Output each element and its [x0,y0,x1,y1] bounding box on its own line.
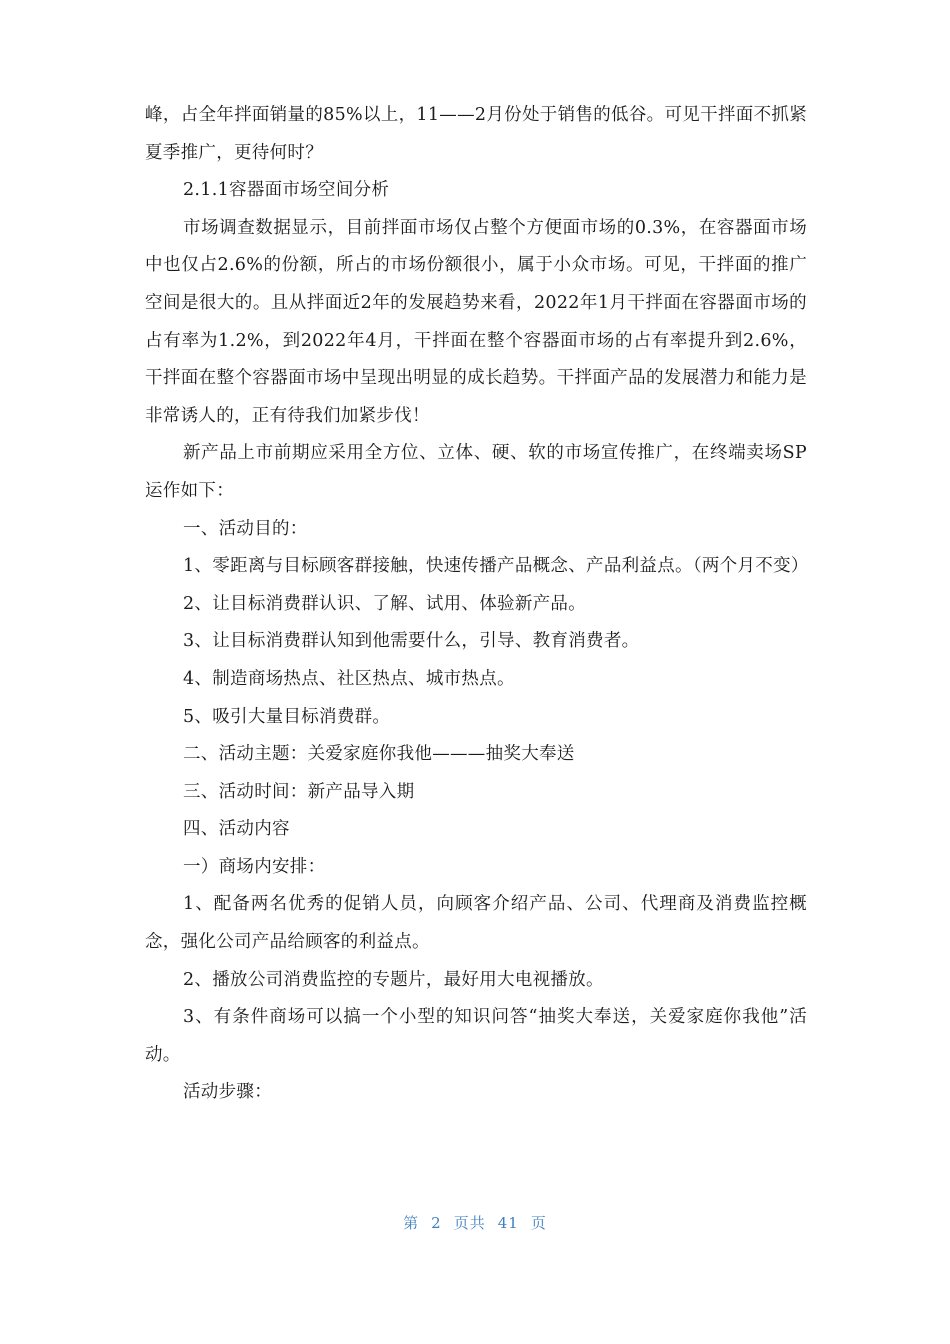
list-item: 1、配备两名优秀的促销人员，向顾客介绍产品、公司、代理商及消费监控概念，强化公司产品给顾客的利益点。 [145,894,807,953]
section-heading: 三、活动时间：新产品导入期 [183,781,415,802]
list-item: 2、让目标消费群认识、了解、试用、体验新产品。 [183,593,587,614]
section-heading: 2.1.1容器面市场空间分析 [183,180,390,201]
footer-suffix: 页 [530,1214,547,1232]
list-item: 5、吸引大量目标消费群。 [183,706,391,727]
list-item: 1、零距离与目标顾客群接触，快速传播产品概念、产品利益点。（两个月不变） [183,556,809,577]
paragraph: 新产品上市前期应采用全方位、立体、硬、软的市场宣传推广，在终端卖场SP运作如下： [145,443,807,501]
list-item: 4、制造商场热点、社区热点、城市热点。 [183,668,515,689]
subsection-heading: 一）商场内安排： [183,856,326,877]
section-heading: 四、活动内容 [183,819,290,840]
document-body [145,97,807,1112]
section-heading: 一、活动目的： [183,518,308,539]
list-item: 2、播放公司消费监控的专题片，最好用大电视播放。 [183,969,604,990]
footer-total-pages: 41 [497,1214,519,1232]
paragraph: 市场调查数据显示，目前拌面市场仅占整个方便面市场的0.3%，在容器面市场中也仅占2.6%的份额，所占的市场份额很小，属于小众市场。可见，干拌面的推广空间是很大的。且从拌面近2年的发展趋势来看，2022年1月干拌面在容器面市场的占有率为1.2%，到2022年4月，干拌面在整个容器面市场的占有率提升到2.6%，干拌面在整个容器面市场中呈现出明显的成长趋势。干拌面产品的发展潜力和能力是非常诱人的，正有待我们加紧步伐！ [145,217,807,426]
footer-middle: 页共 [453,1214,486,1232]
section-heading: 二、活动主题：关爱家庭你我他———抽奖大奉送 [183,744,575,765]
footer-prefix: 第 [403,1214,420,1232]
list-item: 3、让目标消费群认知到他需要什么，引导、教育消费者。 [183,631,640,652]
list-item: 3、有条件商场可以搞一个小型的知识问答“抽奖大奉送，关爱家庭你我他”活动。 [145,1007,807,1065]
paragraph: 峰，占全年拌面销量的85%以上，11——2月份处于销售的低谷。可见干拌面不抓紧夏季推广，更待何时？ [145,105,807,163]
page-footer [0,1212,950,1233]
paragraph: 活动步骤： [183,1082,272,1103]
footer-page-number: 2 [431,1214,442,1232]
